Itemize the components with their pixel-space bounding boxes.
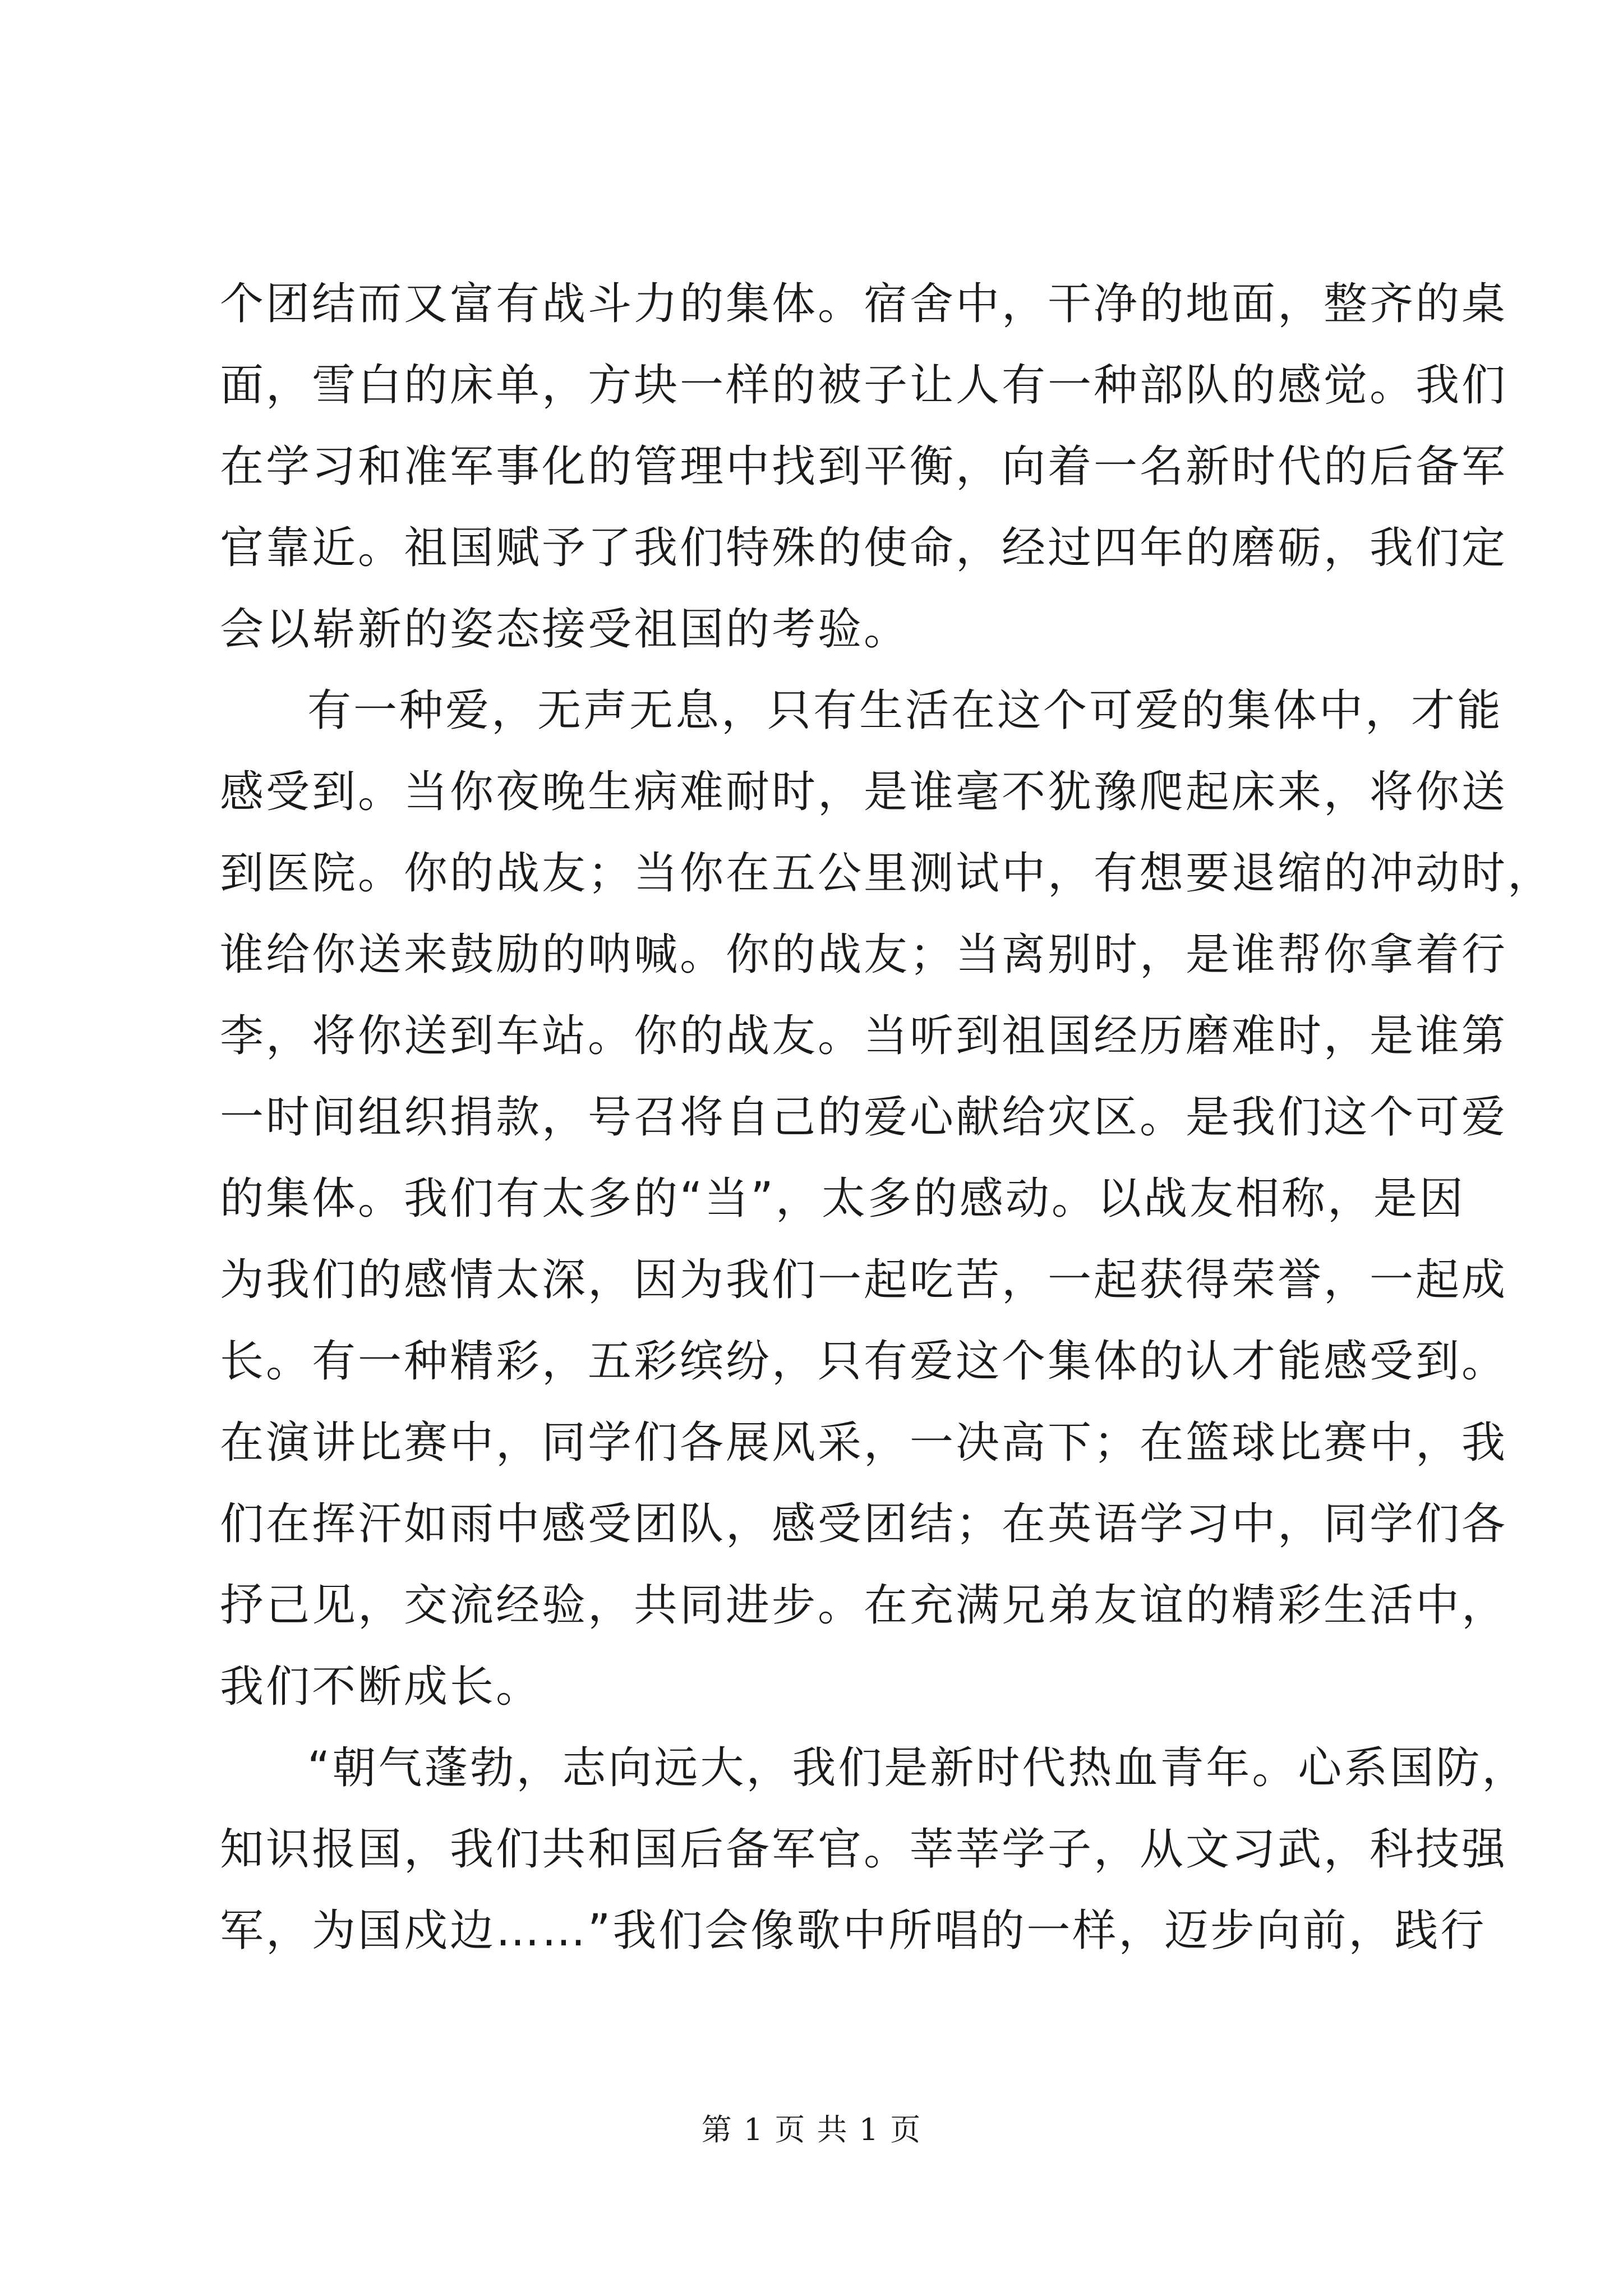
text-line: 会以崭新的姿态接受祖国的考验。 — [220, 604, 910, 655]
text-line: 长。有一种精彩，五彩缤纷，只有爱这个集体的认才能感受到。 — [220, 1336, 1508, 1387]
document-body — [220, 264, 1554, 1972]
text-line: 我们不断成长。 — [220, 1662, 542, 1712]
text-line: 面，雪白的床单，方块一样的被子让人有一种部队的感觉。我们 — [220, 360, 1508, 411]
page-footer: 第 1 页 共 1 页 — [701, 2112, 922, 2147]
text-line: 谁给你送来鼓励的呐喊。你的战友；当离别时，是谁帮你拿着行 — [220, 930, 1508, 980]
text-line: 个团结而又富有战斗力的集体。宿舍中，干净的地面，整齐的桌 — [220, 279, 1508, 329]
text-line: 李，将你送到车站。你的战友。当听到祖国经历磨难时，是谁第 — [220, 1011, 1508, 1061]
text-line: 感受到。当你夜晚生病难耐时，是谁毫不犹豫爬起床来，将你送 — [220, 767, 1508, 817]
text-line: 为我们的感情太深，因为我们一起吃苦，一起获得荣誉，一起成 — [220, 1255, 1508, 1305]
text-line: 在学习和准军事化的管理中找到平衡，向着一名新时代的后备军 — [220, 441, 1508, 492]
text-line: 一时间组织捐款，号召将自己的爱心献给灾区。是我们这个可爱 — [220, 1092, 1508, 1143]
text-line: “朝气蓬勃，志向远大，我们是新时代热血青年。心系国防， — [307, 1743, 1528, 1793]
text-line: 们在挥汗如雨中感受团队，感受团结；在英语学习中，同学们各 — [220, 1499, 1508, 1549]
text-line: 官靠近。祖国赋予了我们特殊的使命，经过四年的磨砺，我们定 — [220, 523, 1508, 573]
text-line: 在演讲比赛中，同学们各展风采，一决高下；在篮球比赛中，我 — [220, 1418, 1508, 1468]
text-line: 军，为国戍边……”我们会像歌中所唱的一样，迈步向前，践行 — [220, 1906, 1487, 1956]
text-line: 的集体。我们有太多的“当”，太多的感动。以战友相称，是因 — [220, 1174, 1465, 1224]
text-line: 有一种爱，无声无息，只有生活在这个可爱的集体中，才能 — [307, 685, 1504, 736]
text-line: 知识报国，我们共和国后备军官。莘莘学子，从文习武，科技强 — [220, 1824, 1508, 1875]
text-line: 抒己见，交流经验，共同进步。在充满兄弟友谊的精彩生活中， — [220, 1580, 1508, 1631]
text-line: 到医院。你的战友；当你在五公里测试中，有想要退缩的冲动时， — [220, 848, 1554, 899]
